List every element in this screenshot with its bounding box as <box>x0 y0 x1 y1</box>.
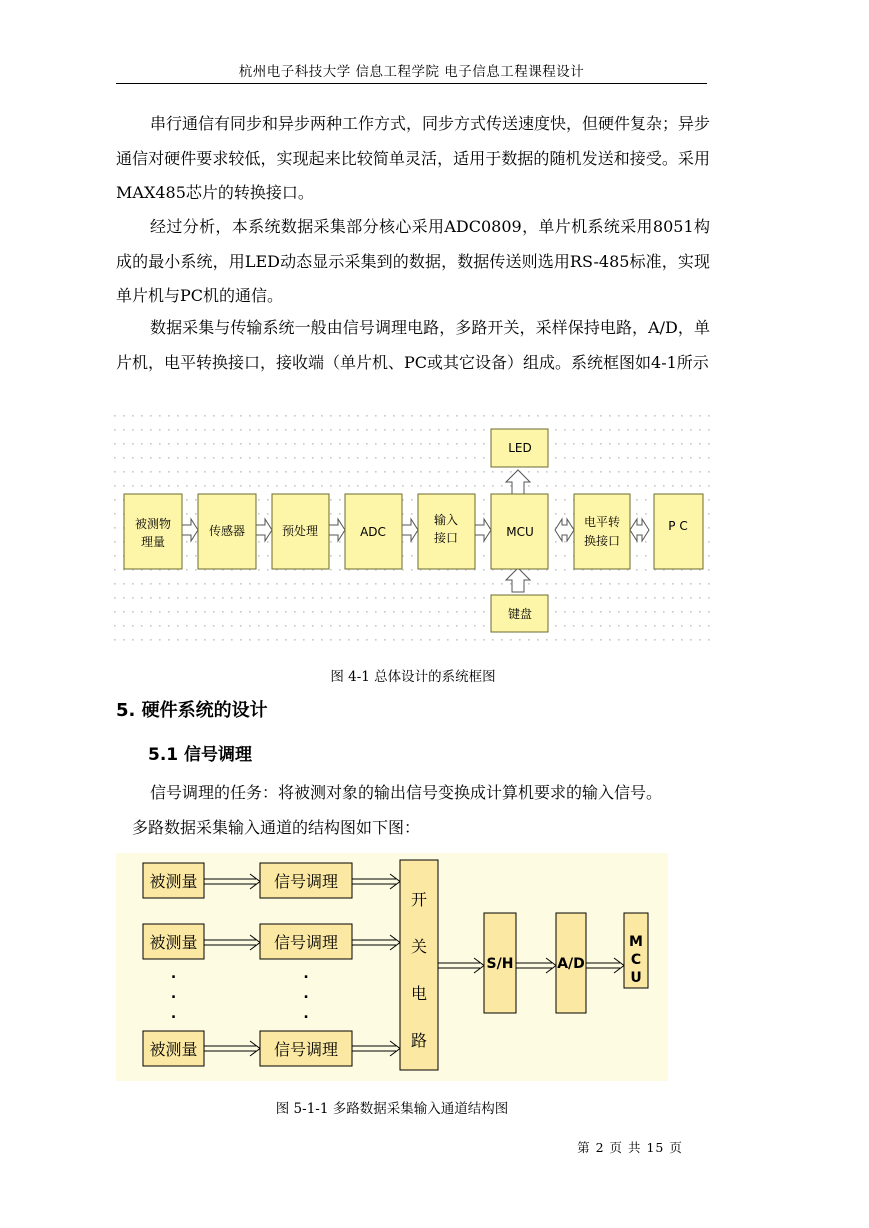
label-sample-hold: S/H <box>486 956 514 972</box>
label-measured-n: 被测量 <box>149 1040 198 1059</box>
figure-5-1-1-caption: 图 5-1-1 多路数据采集输入通道结构图 <box>275 1101 509 1117</box>
figure-system-block-diagram <box>112 412 714 652</box>
ellipsis-dot-left-3: . <box>170 1006 177 1022</box>
label-mux-1: 开 <box>410 890 428 909</box>
page-number-footer: 第 2 页 共 15 页 <box>577 1140 683 1155</box>
ellipsis-dot-right-1: . <box>303 966 309 982</box>
label-led: LED <box>508 441 532 455</box>
label-measured-2: 被测量 <box>149 933 198 952</box>
label-mux-4: 路 <box>410 1031 428 1050</box>
label-conditioning-2: 信号调理 <box>273 933 339 952</box>
figure-4-1-caption: 图 4-1 总体设计的系统框图 <box>330 669 496 685</box>
label-sensor: 传感器 <box>208 524 246 538</box>
ellipsis-dot-right-3: . <box>303 1006 309 1022</box>
ellipsis-dot-left-1: . <box>170 966 177 982</box>
paragraph-signal-conditioning-task: 信号调理的任务：将被测对象的输出信号变换成计算机要求的输入信号。 <box>150 783 663 802</box>
ellipsis-dot-right-2: . <box>303 986 309 1002</box>
label-mcu-m: M <box>629 934 643 950</box>
label-input-interface-1: 输入 <box>433 513 459 527</box>
paragraph-multichannel-intro: 多路数据采集输入通道的结构图如下图： <box>132 818 421 837</box>
label-measured-1: 被测量 <box>149 872 198 891</box>
label-mux-2: 关 <box>410 937 428 956</box>
page-header: 杭州电子科技大学 信息工程学院 电子信息工程课程设计 <box>238 64 585 80</box>
label-measured-quantity-1: 被测物 <box>134 517 172 531</box>
label-keyboard: 键盘 <box>507 607 533 621</box>
block-level-converter <box>574 494 630 569</box>
label-level-converter-1: 电平转 <box>583 515 621 529</box>
label-adc: ADC <box>360 525 386 539</box>
label-conditioning-1: 信号调理 <box>273 872 339 891</box>
label-mcu-u: U <box>630 970 642 986</box>
label-mcu-c: C <box>630 952 642 968</box>
section-5-heading: 5. 硬件系统的设计 <box>116 700 268 721</box>
header-rule <box>116 83 707 84</box>
figure-multichannel-input-diagram <box>116 853 668 1081</box>
ellipsis-dot-left-2: . <box>170 986 177 1002</box>
block-measured-quantity <box>124 494 182 569</box>
paragraph-system-analysis: 经过分析，本系统数据采集部分核心采用ADC0809，单片机系统采用8051构成的最小系统，用LED动态显示采集到的数据，数据传送则选用RS-485标准，实现单片机与PC机的通信。 <box>116 217 710 305</box>
paragraph-serial-communication: 串行通信有同步和异步两种工作方式，同步方式传送速度快，但硬件复杂；异步通信对硬件要求较低，实现起来比较简单灵活，适用于数据的随机发送和接受。采用MAX485芯片的转换接口。 <box>116 114 711 202</box>
label-level-converter-2: 换接口 <box>583 534 621 548</box>
label-input-interface-2: 接口 <box>433 531 459 545</box>
section-5-1-heading: 5.1 信号调理 <box>148 745 253 765</box>
label-ad: A/D <box>557 956 585 972</box>
label-pc: P C <box>668 519 688 533</box>
label-preprocess: 预处理 <box>281 524 319 538</box>
paragraph-system-composition: 数据采集与传输系统一般由信号调理电路，多路开关，采样保持电路，A/D，单片机，电平转换接口，接收端（单片机、PC或其它设备）组成。系统框图如4-1所示 <box>116 318 710 372</box>
label-mcu: MCU <box>506 525 534 539</box>
label-mux-3: 电 <box>410 984 428 1003</box>
label-measured-quantity-2: 理量 <box>140 535 166 549</box>
label-conditioning-n: 信号调理 <box>273 1040 339 1059</box>
